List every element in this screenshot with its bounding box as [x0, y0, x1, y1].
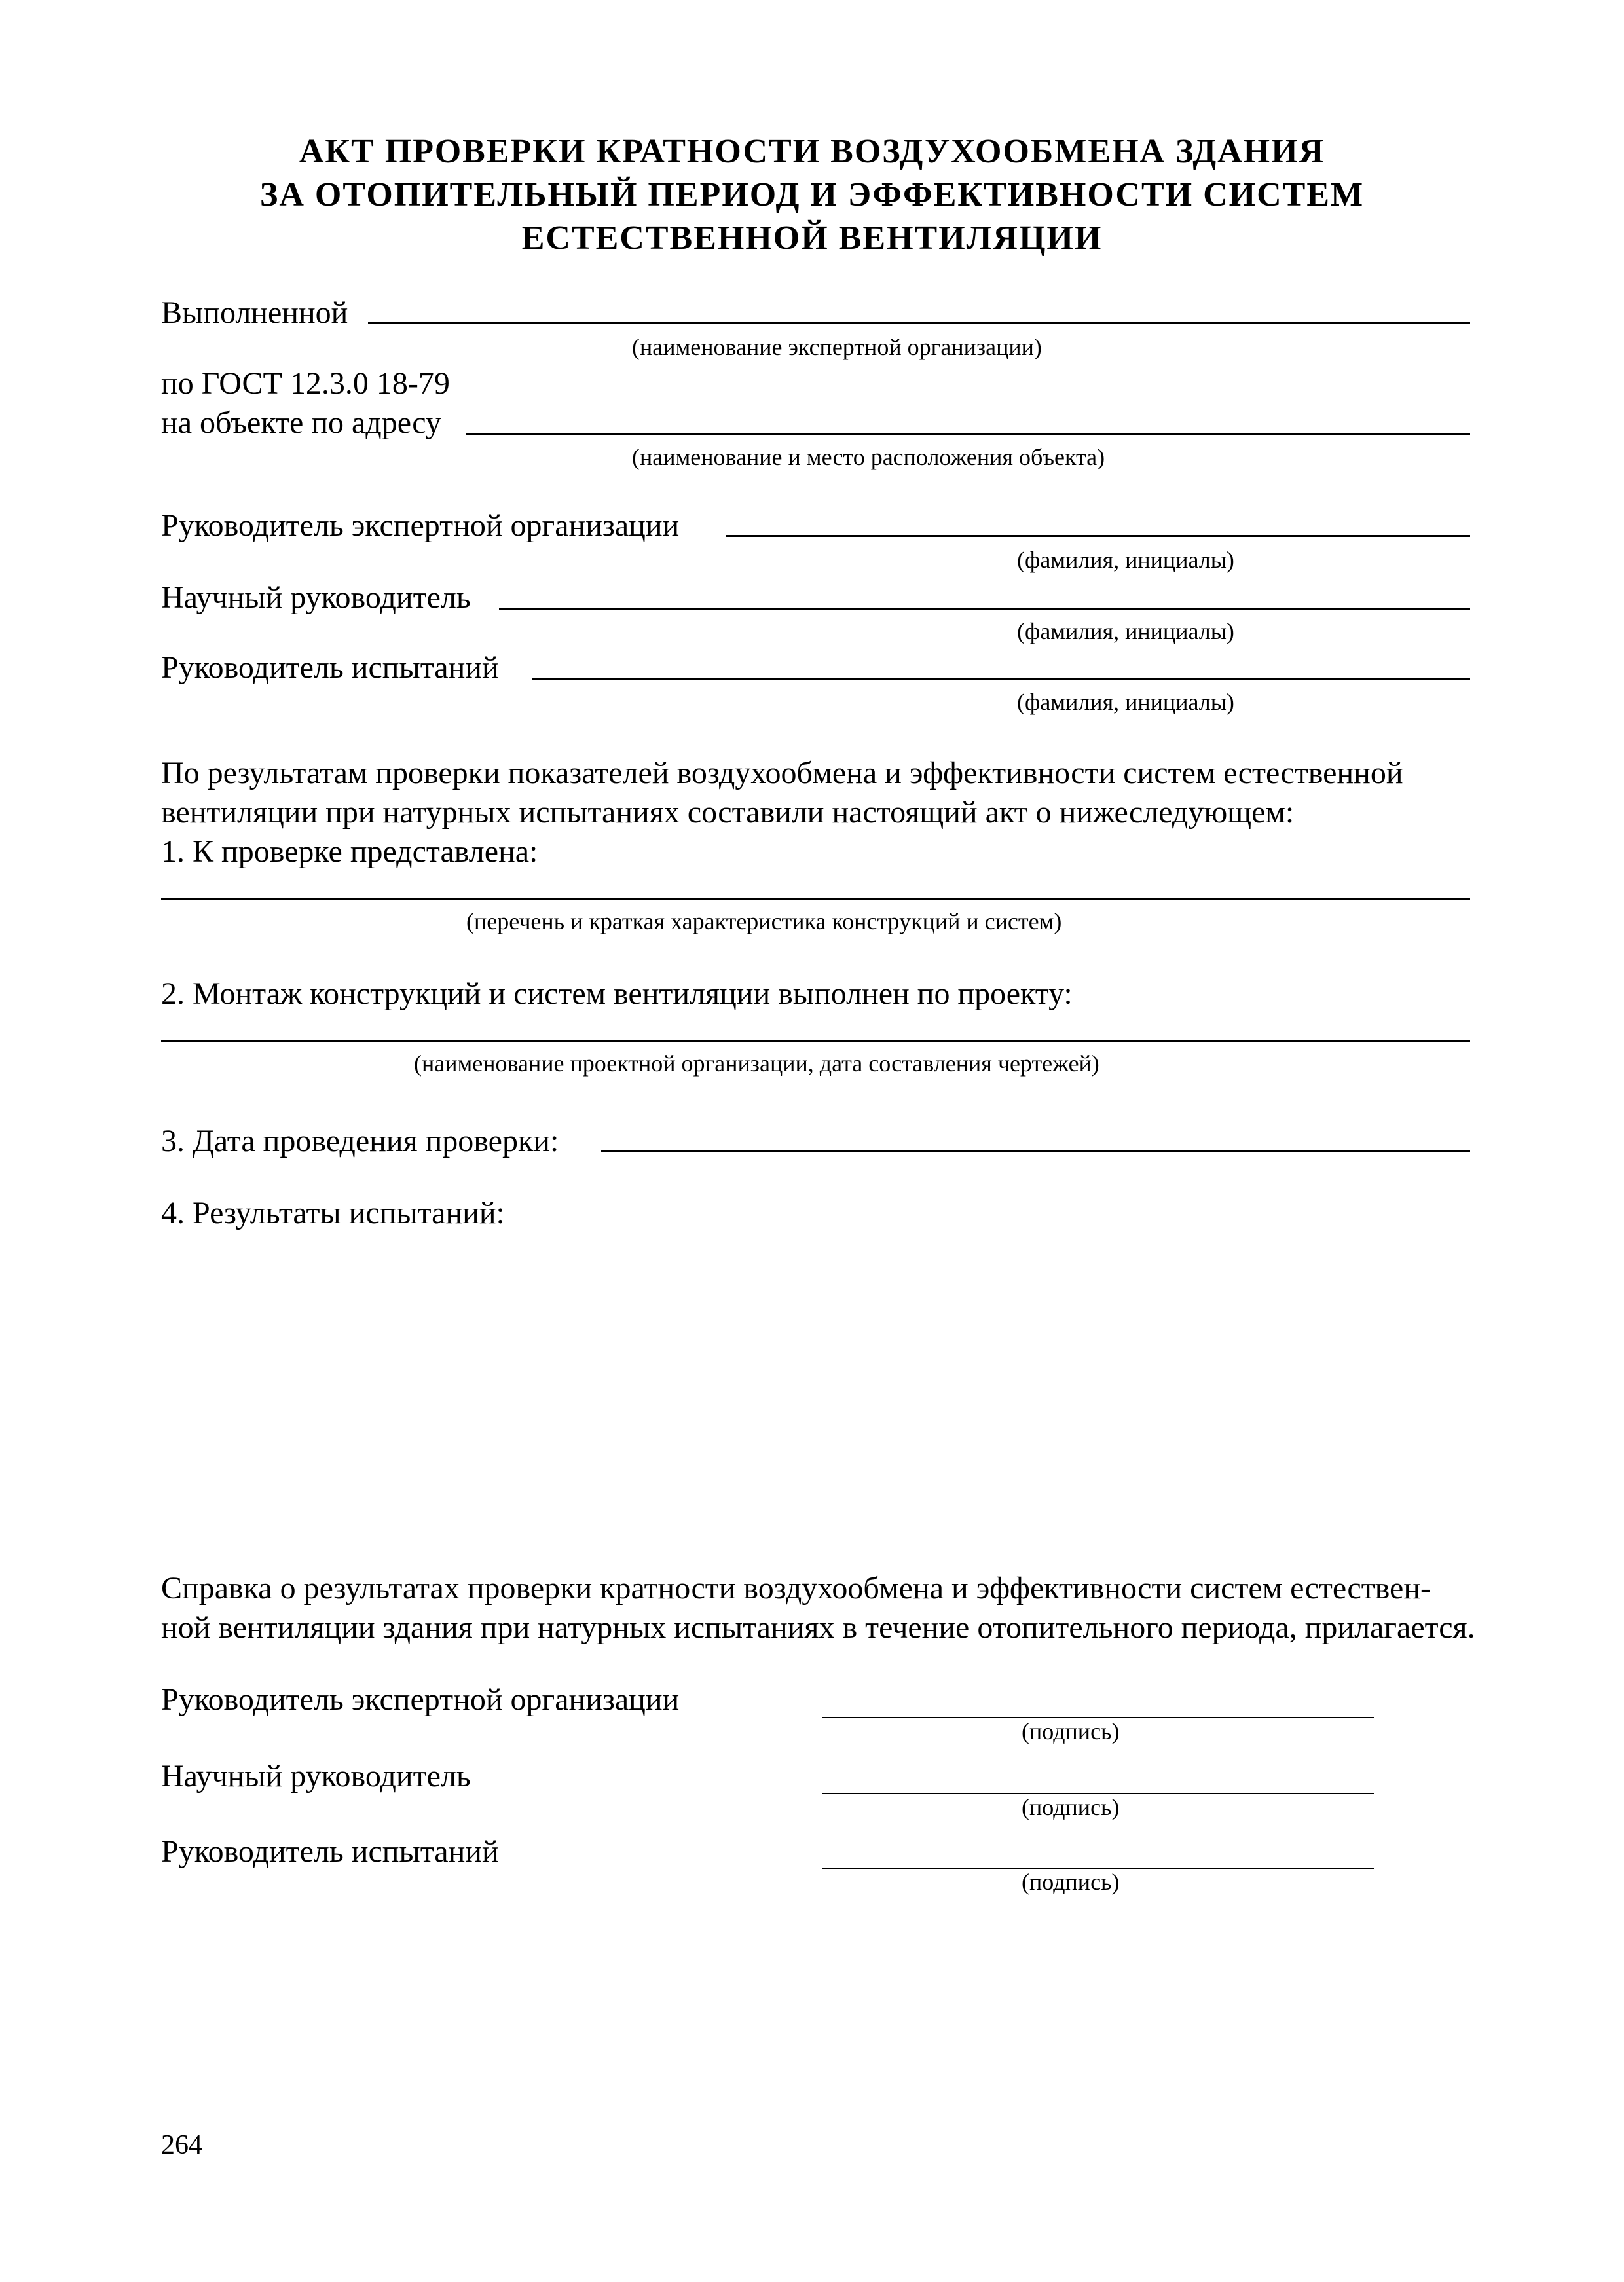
item-2-note: (наименование проектной организации, дата составления чертежей) [414, 1050, 1099, 1077]
item-1-field[interactable] [161, 898, 1470, 900]
signature-test-label: Руководитель испытаний [161, 1834, 499, 1869]
scientific-supervisor-label: Научный руководитель [161, 580, 471, 615]
item-4-label: 4. Результаты испытаний: [161, 1196, 505, 1230]
item-3-label: 3. Дата проведения проверки: [161, 1124, 559, 1158]
document-title-line-1: АКТ ПРОВЕРКИ КРАТНОСТИ ВОЗДУХООБМЕНА ЗДАНИЯ [299, 133, 1325, 170]
test-supervisor-note: (фамилия, инициалы) [1017, 689, 1234, 715]
executed-note: (наименование экспертной организации) [632, 334, 1042, 360]
executed-label: Выполненной [161, 295, 348, 330]
signature-scientific-label: Научный руководитель [161, 1759, 471, 1794]
address-note: (наименование и место расположения объекта) [632, 444, 1105, 470]
item-3-field[interactable] [601, 1150, 1470, 1152]
head-of-organization-label: Руководитель экспертной организации [161, 508, 680, 543]
signature-test-note: (подпись) [1022, 1869, 1120, 1895]
gost-reference: по ГОСТ 12.3.0 18-79 [161, 366, 450, 401]
document-title-line-3: ЕСТЕСТВЕННОЙ ВЕНТИЛЯЦИИ [521, 219, 1103, 257]
test-supervisor-field[interactable] [532, 678, 1470, 680]
intro-text-line-2: вентиляции при натурных испытаниях составили настоящий акт о нижеследующем: [161, 795, 1295, 830]
signature-head-label: Руководитель экспертной организации [161, 1682, 680, 1717]
head-of-organization-field[interactable] [726, 535, 1470, 537]
signature-scientific-note: (подпись) [1022, 1794, 1120, 1820]
scientific-supervisor-field[interactable] [499, 608, 1470, 610]
item-1-label: 1. К проверке представлена: [161, 834, 538, 869]
address-label: на объекте по адресу [161, 405, 441, 440]
document-title-line-2: ЗА ОТОПИТЕЛЬНЫЙ ПЕРИОД И ЭФФЕКТИВНОСТИ СИСТЕМ [259, 176, 1365, 213]
executed-field[interactable] [368, 322, 1470, 324]
test-supervisor-label: Руководитель испытаний [161, 650, 499, 685]
head-of-organization-note: (фамилия, инициалы) [1017, 547, 1234, 573]
reference-text-line-1: Справка о результатах проверки кратности воздухообмена и эффективности систем естествен- [161, 1571, 1431, 1606]
address-field[interactable] [466, 433, 1470, 435]
scientific-supervisor-note: (фамилия, инициалы) [1017, 618, 1234, 644]
reference-text-line-2: ной вентиляции здания при натурных испытаниях в течение отопительного периода, прилагается. [161, 1610, 1475, 1645]
item-1-note: (перечень и краткая характеристика конструкций и систем) [466, 908, 1062, 934]
intro-text-line-1: По результатам проверки показателей воздухообмена и эффективности систем естественной [161, 756, 1403, 790]
page-number: 264 [161, 2130, 202, 2160]
item-2-label: 2. Монтаж конструкций и систем вентиляции выполнен по проекту: [161, 976, 1073, 1011]
item-2-field[interactable] [161, 1040, 1470, 1042]
signature-head-note: (подпись) [1022, 1718, 1120, 1744]
